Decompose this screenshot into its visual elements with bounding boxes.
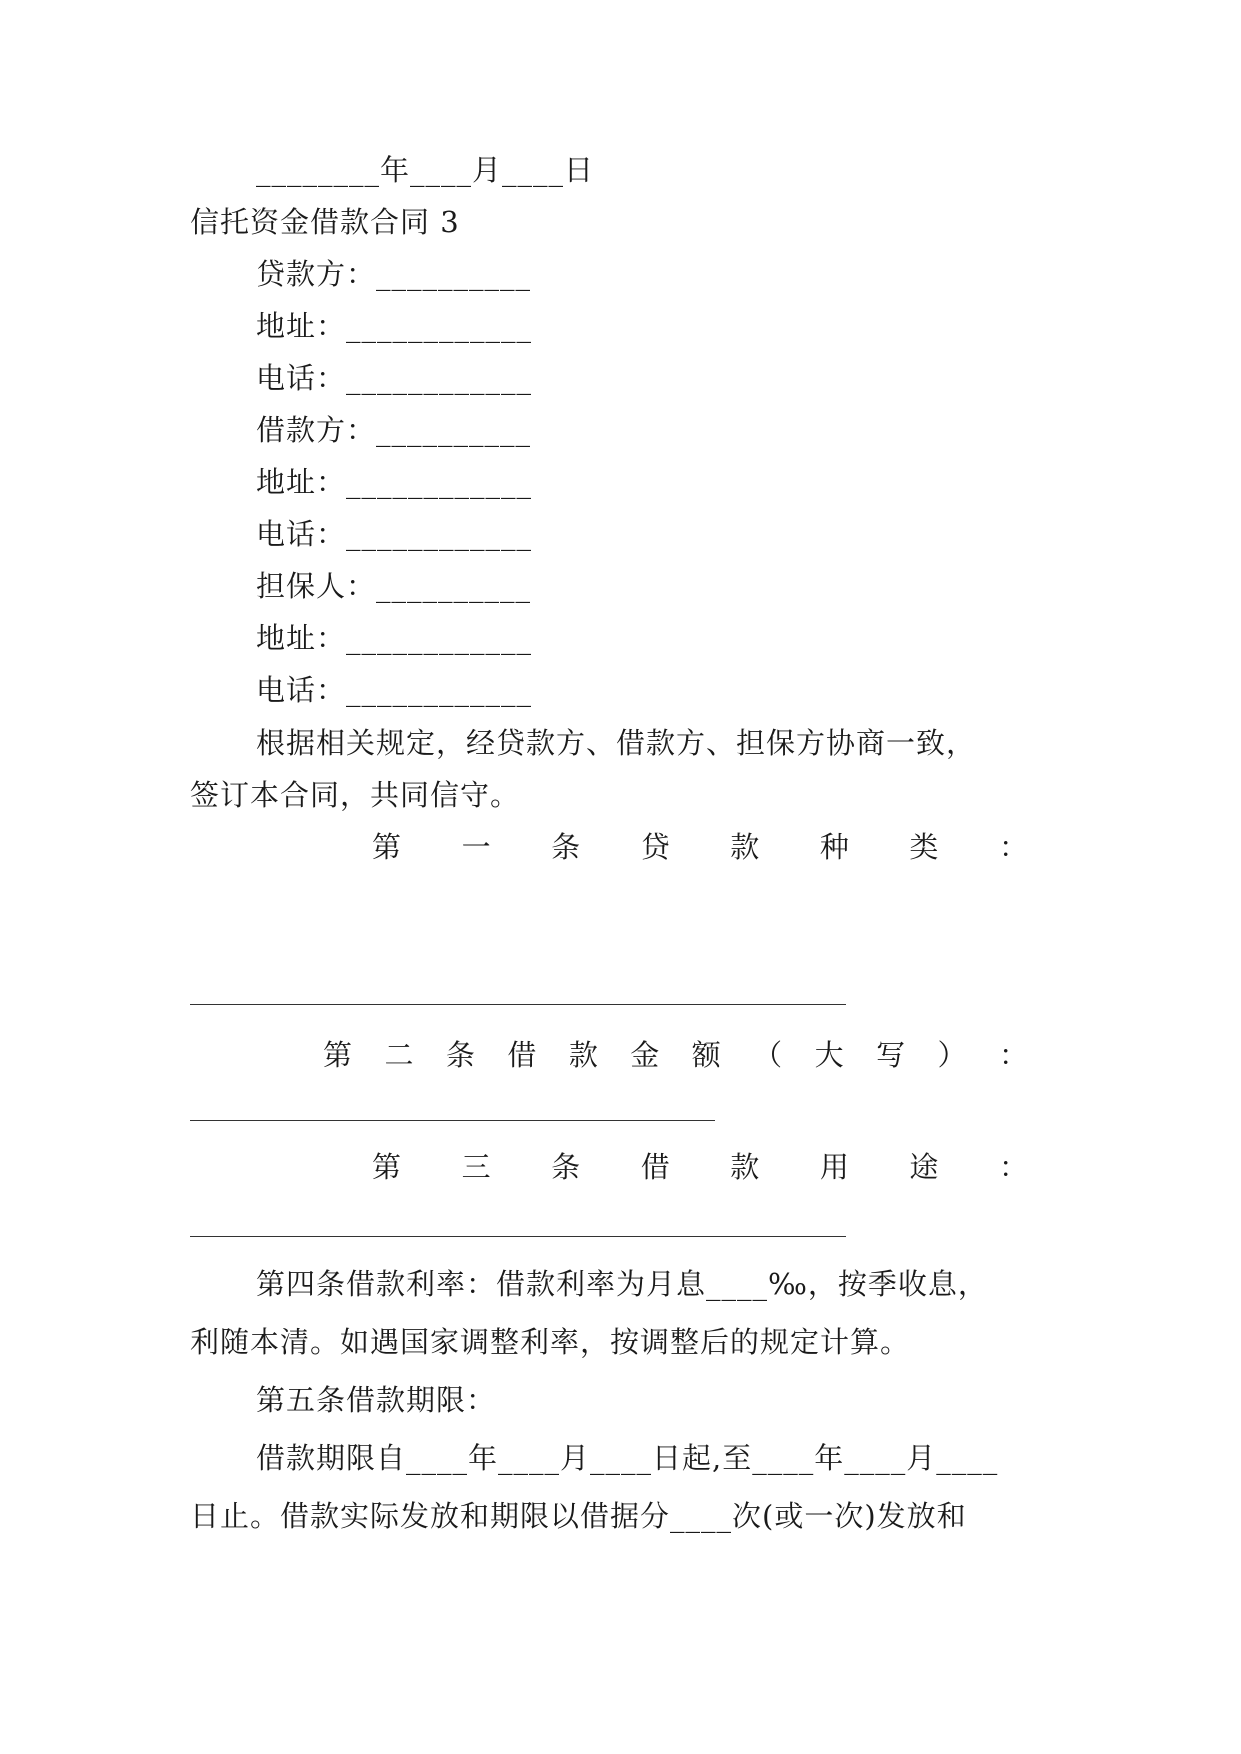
article-5-line-1: 借款期限自____年____月____日起,至____年____月____ <box>256 1441 999 1475</box>
preamble-line-1: 根据相关规定，经贷款方、借款方、担保方协商一致， <box>256 726 977 760</box>
article-2-char: （ <box>753 1038 783 1072</box>
article-1-char: 第 <box>372 830 402 864</box>
article-3-blank-line <box>190 1236 846 1237</box>
date-line: ________年____月____日 <box>256 153 595 187</box>
article-3-char: 条 <box>551 1150 581 1184</box>
article-4-line-2: 利随本清。如遇国家调整利率，按调整后的规定计算。 <box>190 1325 911 1359</box>
article-2-char: 写 <box>876 1038 906 1072</box>
article-1-char: 条 <box>551 830 581 864</box>
article-1-char: 贷 <box>640 830 670 864</box>
article-2-char: 借 <box>507 1038 537 1072</box>
guarantor-address-field: 地址：____________ <box>256 621 533 655</box>
article-2-char: 金 <box>630 1038 660 1072</box>
article-3-char: ： <box>998 1150 1028 1184</box>
guarantor-field: 担保人：__________ <box>256 569 532 603</box>
article-2-blank-line <box>190 1120 715 1121</box>
article-2-char: 额 <box>691 1038 721 1072</box>
article-3-heading <box>372 1147 1028 1187</box>
article-1-char: 种 <box>819 830 849 864</box>
article-3-char: 第 <box>372 1150 402 1184</box>
article-1-char: 一 <box>461 830 491 864</box>
article-3-char: 款 <box>730 1150 760 1184</box>
article-5-title: 第五条借款期限： <box>256 1383 497 1417</box>
article-1-char: ： <box>998 830 1028 864</box>
article-2-heading <box>323 1035 1028 1075</box>
article-4-line-1: 第四条借款利率：借款利率为月息____‰，按季收息， <box>256 1267 988 1301</box>
article-1-char: 款 <box>730 830 760 864</box>
lender-field: 贷款方：__________ <box>256 257 532 291</box>
article-2-char: 二 <box>384 1038 414 1072</box>
contract-title: 信托资金借款合同 3 <box>190 205 460 239</box>
borrower-address-field: 地址：____________ <box>256 465 533 499</box>
article-1-heading <box>372 827 1028 867</box>
article-3-char: 途 <box>909 1150 939 1184</box>
article-3-char: 三 <box>461 1150 491 1184</box>
article-5-line-2: 日止。借款实际发放和期限以借据分____次(或一次)发放和 <box>190 1499 967 1533</box>
lender-address-field: 地址：____________ <box>256 309 533 343</box>
article-2-char: ： <box>998 1038 1028 1072</box>
article-2-char: ） <box>937 1038 967 1072</box>
article-2-char: 大 <box>814 1038 844 1072</box>
borrower-field: 借款方：__________ <box>256 413 532 447</box>
borrower-phone-field: 电话：____________ <box>256 517 533 551</box>
article-2-char: 款 <box>568 1038 598 1072</box>
guarantor-phone-field: 电话：____________ <box>256 673 533 707</box>
article-1-char: 类 <box>909 830 939 864</box>
article-3-char: 借 <box>640 1150 670 1184</box>
article-3-char: 用 <box>819 1150 849 1184</box>
article-1-blank-line <box>190 1004 846 1005</box>
article-2-char: 条 <box>445 1038 475 1072</box>
article-2-char: 第 <box>323 1038 353 1072</box>
preamble-line-2: 签订本合同，共同信守。 <box>190 778 521 812</box>
lender-phone-field: 电话：____________ <box>256 361 533 395</box>
